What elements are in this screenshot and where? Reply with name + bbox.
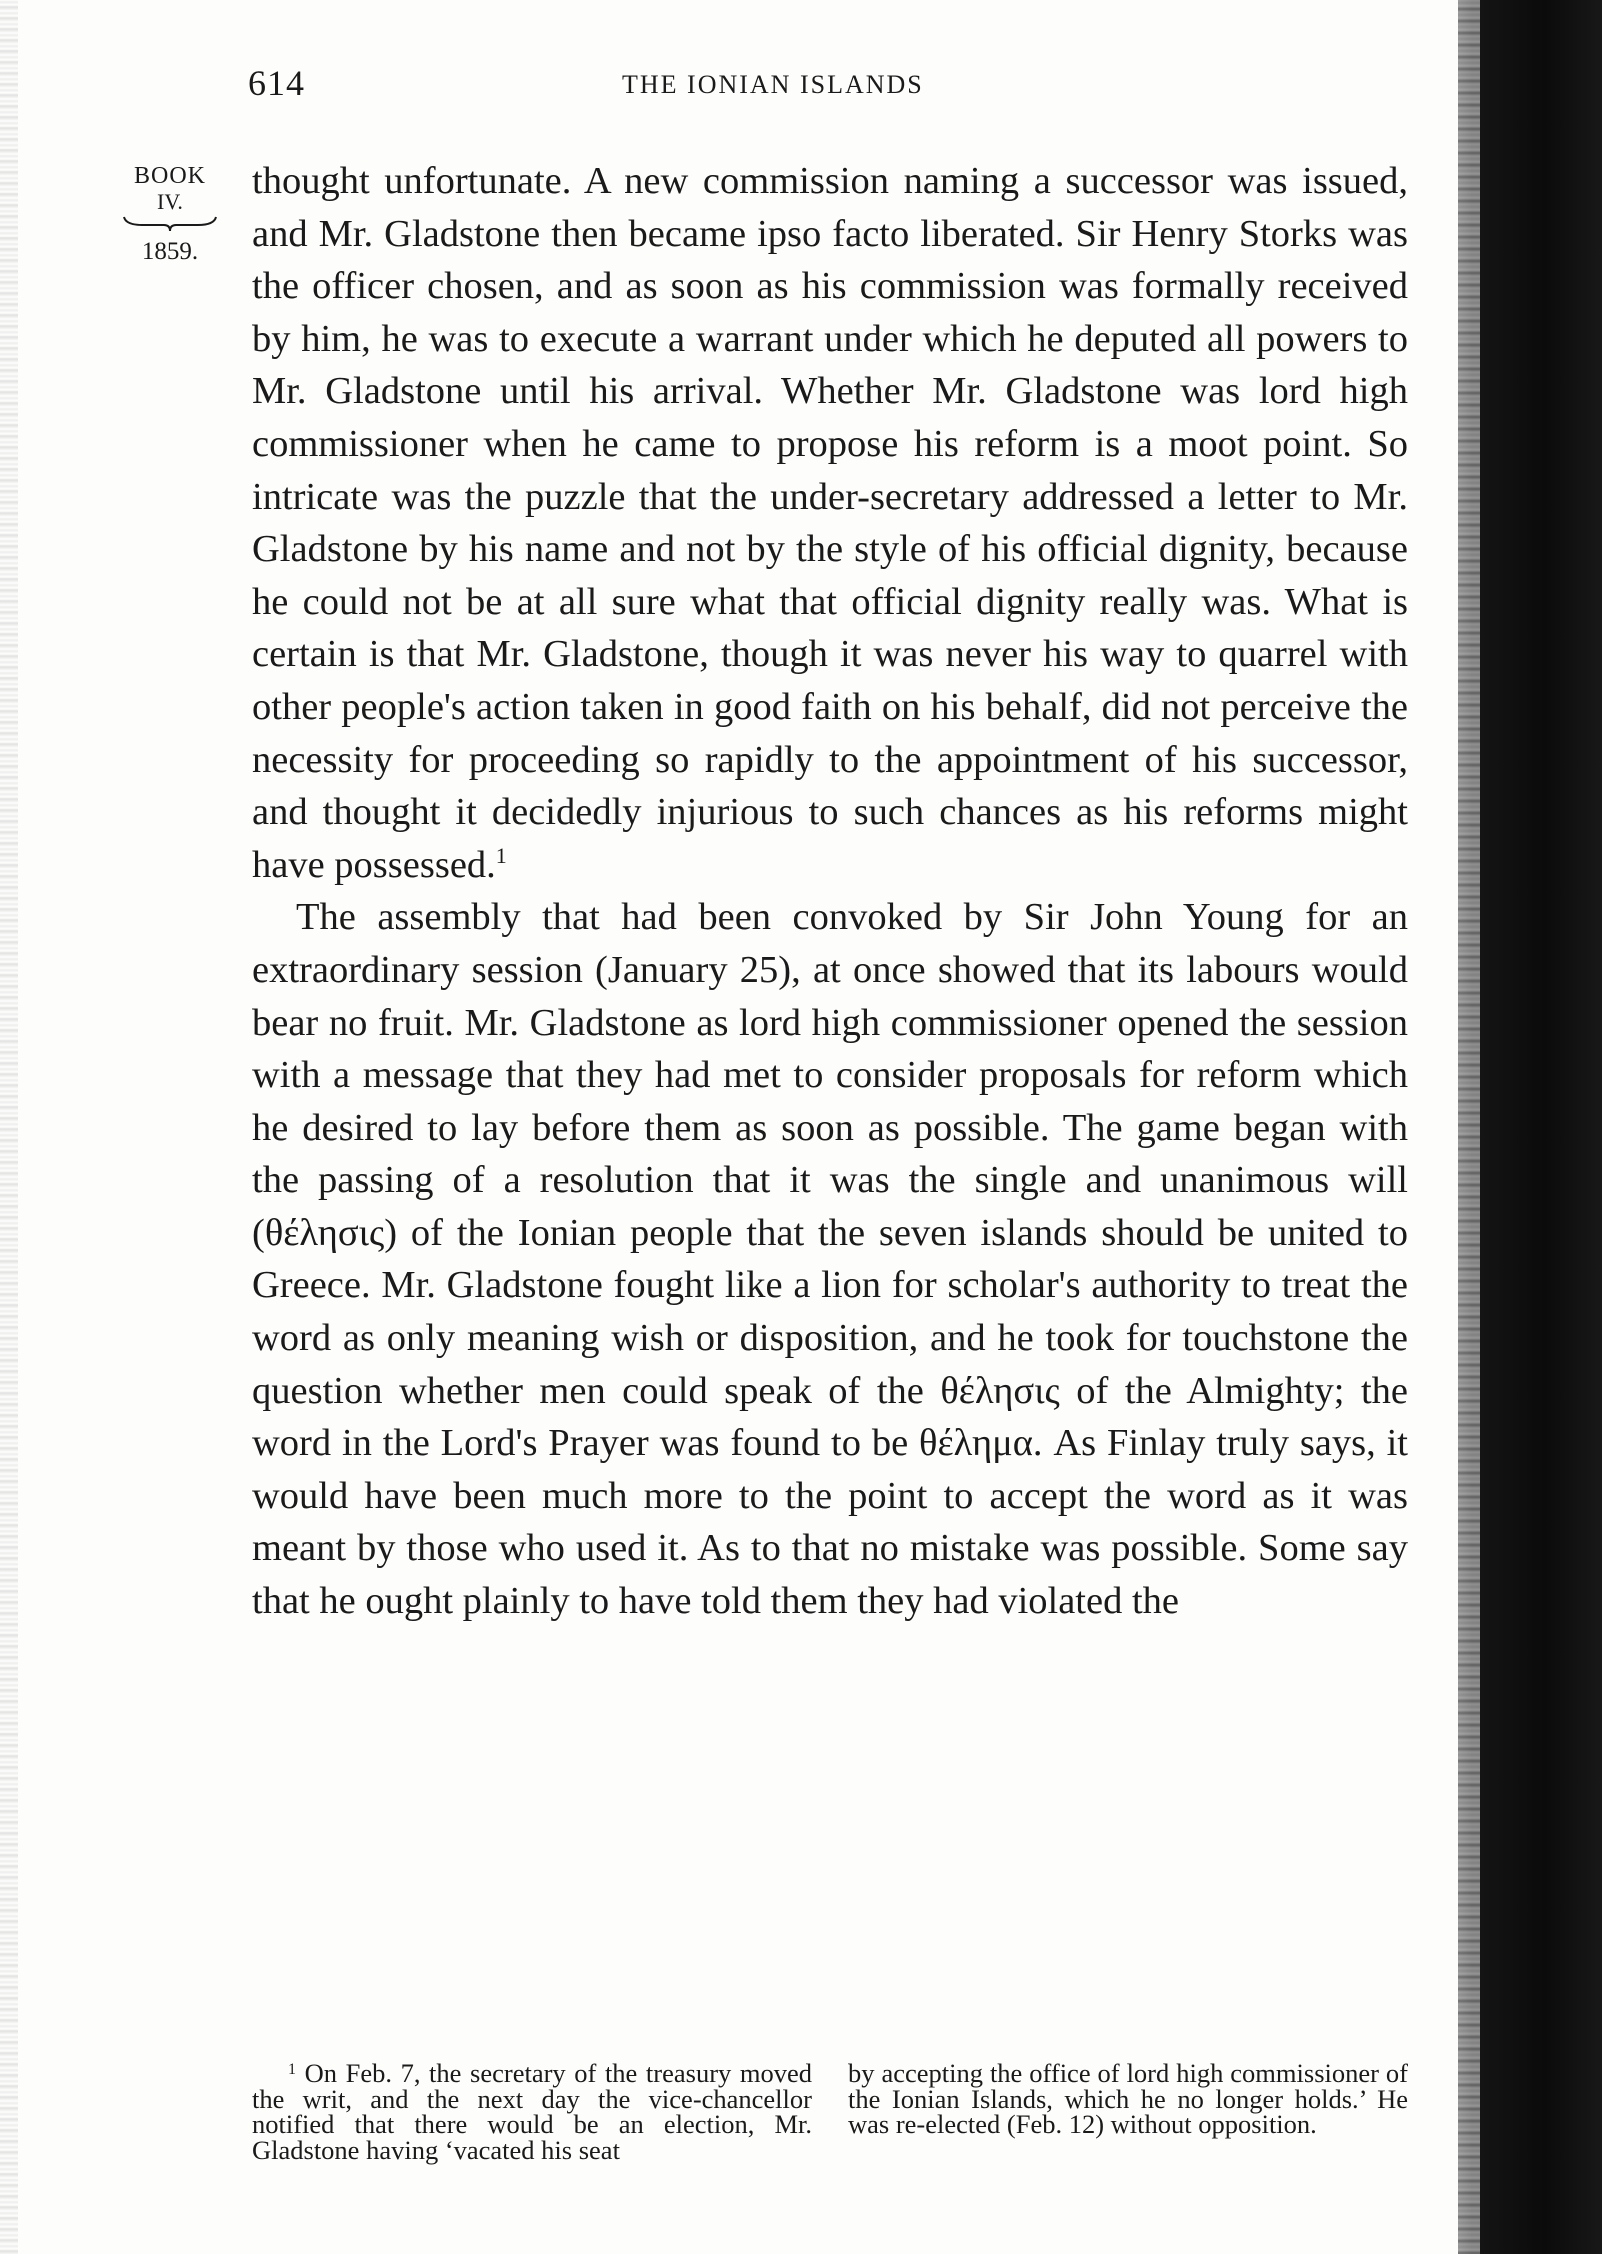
footnote-reference: 1 (495, 842, 507, 868)
footnotes (252, 2058, 1408, 2165)
margin-volume-label: IV. (157, 189, 183, 214)
margin-year-label: 1859. (141, 238, 199, 265)
footnote-column-2: by accepting the office of lord high commissioner of the Ionian Islands, which he no longer holds.’ He was re-elected (Feb. 12) without opposition. (848, 2058, 1408, 2139)
paragraph-1 (252, 155, 1408, 891)
footnote-column-1 (252, 2058, 812, 2165)
footnote-mark: 1 (288, 2061, 296, 2078)
paragraph-2: The assembly that had been convoked by Sir John Young for an extraordinary session (January 25), at once showed that its labours would bear no fruit. Mr. Gladstone as lord high commissioner opened the session with a message that they had met to consider proposals for reform which he desired to lay before them as soon as possible. The game began with the passing of a resolution that it was the single and unanimous will (θέλησις) of the Ionian people that the seven islands should be united to Greece. Mr. Gladstone fought like a lion for scholar's authority to treat the word as only meaning wish or disposition, and he took for touchstone the question whether men could speak of the θέλησις of the Almighty; the word in the Lord's Prayer was found to be θέλημα. As Finlay truly says, it would have been much more to the point to accept the word as it was meant by those who used it. As to that no mistake was possible. Some say that he ought plainly to have told them they had violated the (252, 896, 1408, 1623)
paragraph-1-text: thought unfortunate. A new commission naming a successor was issued, and Mr. Gladstone then became ipso facto liberated. Sir Henry Storks was the officer chosen, and as soon as his commission was formally received by him, he was to execute a warrant under which he deputed all powers to Mr. Gladstone until his arrival. Whether Mr. Gladstone was lord high commissioner when he came to propose his reform is a moot point. So intricate was the puzzle that the under-secretary addressed a letter to Mr. Gladstone by his name and not by the style of his official dignity, because he could not be at all sure what that official dignity really was. What is certain is that Mr. Gladstone, though it was never his way to quarrel with other people's action taken in good faith on his behalf, did not perceive the necessity for proceeding so rapidly to the appointment of his successor, and thought it decidedly injurious to such chances as his reforms might have possessed. (252, 160, 1408, 886)
footnote-text-1: On Feb. 7, the secretary of the treasury moved the writ, and the next day the vice-chancellor notified that there would be an election, Mr. Gladstone having ‘vacated his seat (252, 2058, 812, 2165)
brace-icon (122, 215, 218, 233)
running-title: THE IONIAN ISLANDS (622, 70, 924, 99)
main-text (252, 155, 1408, 1628)
scan-left-edge (0, 0, 18, 2254)
margin-note (110, 163, 230, 265)
scan-binding-highlight (1458, 0, 1480, 2254)
margin-book-label: BOOK (133, 163, 206, 189)
page-number: 614 (248, 63, 305, 103)
